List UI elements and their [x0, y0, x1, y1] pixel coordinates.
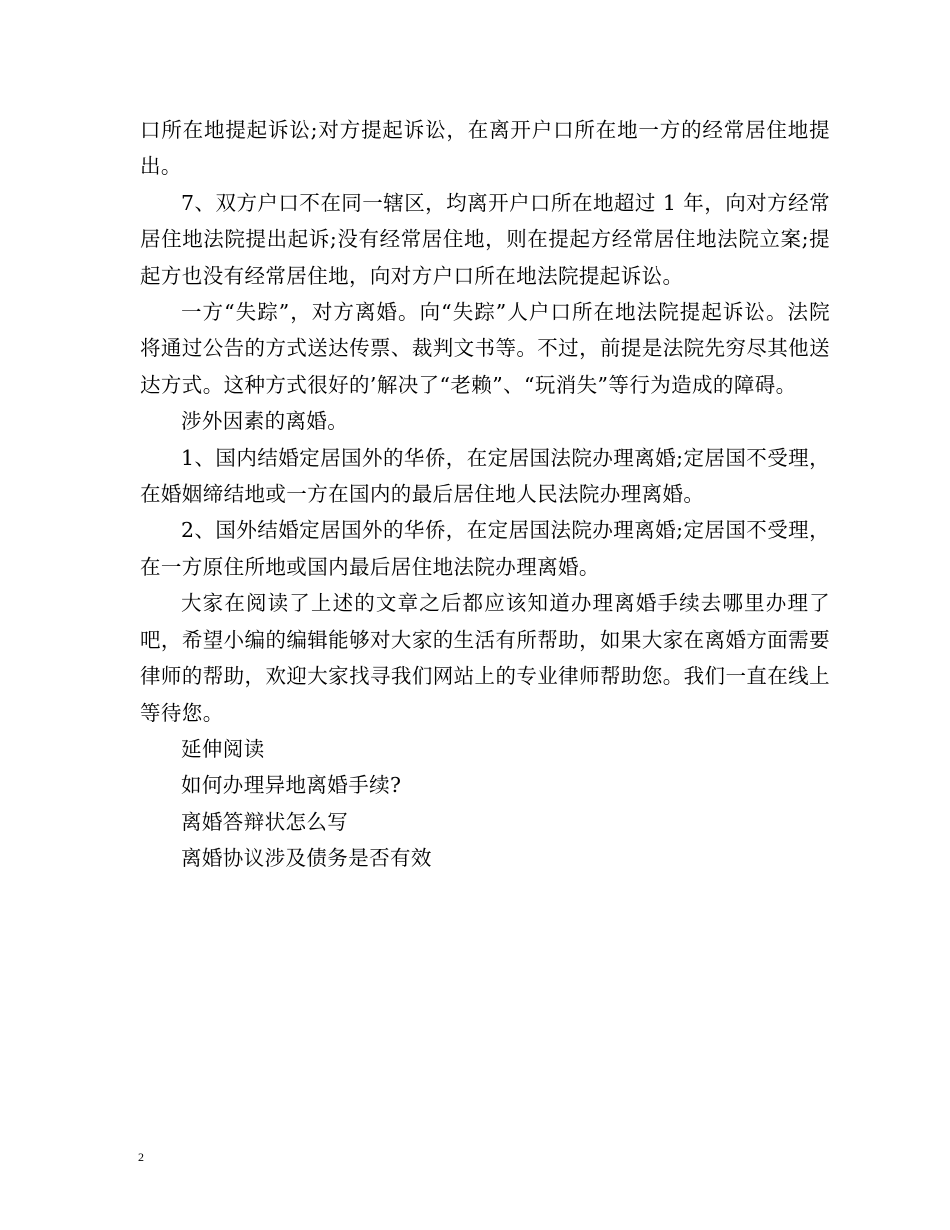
paragraph: 一方“失踪”，对方离婚。向“失踪”人户口所在地法院提起诉讼。法院将通过公告的方式送达传票、裁判文书等。不过，前提是法院先穷尽其他送达方式。这种方式很好的’解决了“老赖”、“玩消失”等行为造成的障碍。 [140, 300, 830, 397]
paragraph: 1、国内结婚定居国外的华侨，在定居国法院办理离婚;定居国不受理，在婚姻缔结地或一方在国内的最后居住地人民法院办理离婚。 [140, 445, 830, 507]
further-reading-link[interactable]: 如何办理异地离婚手续? [181, 773, 402, 798]
further-reading-heading: 延伸阅读 [181, 736, 265, 761]
paragraph: 口所在地提起诉讼;对方提起诉讼，在离开户口所在地一方的经常居住地提出。 [140, 118, 830, 179]
section-heading-foreign-divorce: 涉外因素的离婚。 [181, 409, 349, 434]
paragraph: 大家在阅读了上述的文章之后都应该知道办理离婚手续去哪里办理了吧，希望小编的编辑能够对大家的生活有所帮助，如果大家在离婚方面需要律师的帮助，欢迎大家找寻我们网站上的专业律师帮助您。我们一直在线上等待您。 [140, 591, 830, 725]
document-body [140, 112, 830, 877]
paragraph: 2、国外结婚定居国外的华侨，在定居国法院办理离婚;定居国不受理，在一方原住所地或国内最后居住地法院办理离婚。 [140, 518, 830, 579]
further-reading-link[interactable]: 离婚答辩状怎么写 [181, 809, 349, 834]
paragraph: 7、双方户口不在同一辖区，均离开户口所在地超过 1 年，向对方经常居住地法院提出起诉;没有经常居住地，则在提起方经常居住地法院立案;提起方也没有经常居住地，向对方户口所在地法院提起诉讼。 [140, 190, 830, 288]
further-reading-link[interactable]: 离婚协议涉及债务是否有效 [181, 846, 432, 871]
page-number: 2 [138, 1150, 144, 1164]
